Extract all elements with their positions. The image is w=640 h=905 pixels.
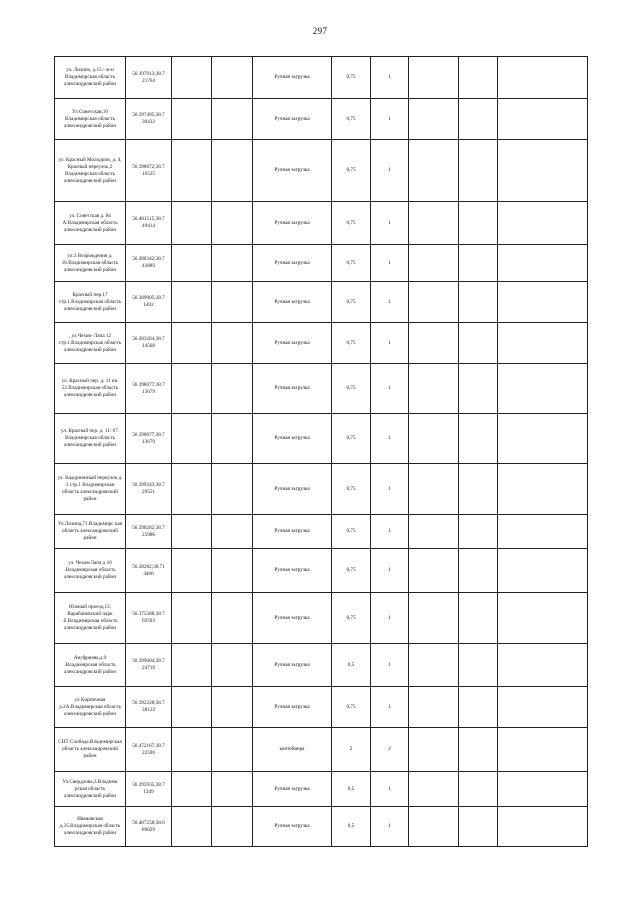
count-cell: 1	[371, 282, 409, 323]
empty-cell	[498, 57, 588, 99]
empty-cell	[409, 57, 459, 99]
empty-cell	[459, 772, 498, 807]
address-cell: Ул.Свердлова,3.Владими рская область александровский район	[55, 772, 126, 807]
empty-cell	[498, 515, 588, 549]
coordinates-cell: 56.407258;38.6 89029	[126, 807, 172, 847]
empty-cell	[459, 364, 498, 414]
coordinates-cell: 56.392228;38.7 38122	[126, 687, 172, 728]
coordinates-cell: 56.398072;38.7 16525	[126, 140, 172, 202]
volume-cell: 0,75	[332, 464, 371, 515]
loading-method-cell: Ручная загрузка	[253, 593, 332, 644]
loading-method-cell: Ручная загрузка	[253, 644, 332, 687]
loading-method-cell: Ручная загрузка	[253, 99, 332, 140]
empty-cell	[459, 687, 498, 728]
volume-cell: 0,75	[332, 549, 371, 593]
coordinates-cell: 56.401515;38.7 49414	[126, 202, 172, 245]
coordinates-cell: 56.398077;38.7 13679	[126, 364, 172, 414]
empty-cell	[459, 464, 498, 515]
empty-cell	[409, 140, 459, 202]
empty-cell	[172, 245, 212, 282]
coordinates-cell: 56.472167;38.7 22596	[126, 728, 172, 772]
empty-cell	[172, 728, 212, 772]
empty-cell	[498, 687, 588, 728]
page-number: 297	[312, 26, 328, 36]
coordinates-cell: 56.383264;38.7 14568	[126, 323, 172, 364]
empty-cell	[409, 644, 459, 687]
loading-method-cell: Ручная загрузка	[253, 245, 332, 282]
empty-cell	[459, 245, 498, 282]
coordinates-cell: 56.375588;38.7 02593	[126, 593, 172, 644]
volume-cell: 0,5	[332, 807, 371, 847]
volume-cell: 0,75	[332, 593, 371, 644]
volume-cell: 0,5	[332, 772, 371, 807]
table-row	[55, 593, 588, 644]
empty-cell	[172, 807, 212, 847]
empty-cell	[498, 807, 588, 847]
count-cell: 1	[371, 140, 409, 202]
empty-cell	[172, 323, 212, 364]
empty-cell	[172, 99, 212, 140]
empty-cell	[212, 414, 253, 464]
empty-cell	[459, 140, 498, 202]
empty-cell	[409, 202, 459, 245]
coordinates-cell: 56.389005;38.7 1402	[126, 282, 172, 323]
empty-cell	[172, 202, 212, 245]
empty-cell	[498, 140, 588, 202]
empty-cell	[212, 772, 253, 807]
address-cell: ул. Лизина, д.15 - м-н Владимирская область александровский район	[55, 57, 126, 99]
empty-cell	[459, 515, 498, 549]
volume-cell: 0,75	[332, 414, 371, 464]
empty-cell	[459, 807, 498, 847]
table-row	[55, 687, 588, 728]
empty-cell	[498, 549, 588, 593]
empty-cell	[172, 464, 212, 515]
table-row	[55, 414, 588, 464]
table-row	[55, 807, 588, 847]
address-cell: Ул.Советская,10 Владимирская область александровский район	[55, 99, 126, 140]
address-cell: ул. Советская д. 84 А.Владимирская область александровский район	[55, 202, 126, 245]
address-cell: , ул.Чехов- Лапа 12 стр.1.Владимирская область александровский район	[55, 323, 126, 364]
address-cell: Южный проезд,15, Карабановский парк .б.Владимирская область александровский район	[55, 593, 126, 644]
empty-cell	[212, 515, 253, 549]
table-row	[55, 515, 588, 549]
count-cell: 1	[371, 245, 409, 282]
coordinates-cell: 56.398077;38.7 13679	[126, 414, 172, 464]
empty-cell	[409, 414, 459, 464]
empty-cell	[459, 57, 498, 99]
address-cell: Ул.Лизина,71.Владимирс кая область александровский район	[55, 515, 126, 549]
address-cell: ул. Чехов-Лапа д 10 .Владимирская область александровский район	[55, 549, 126, 593]
empty-cell	[212, 140, 253, 202]
loading-method-cell: Ручная загрузка	[253, 57, 332, 99]
empty-cell	[459, 282, 498, 323]
empty-cell	[172, 414, 212, 464]
address-cell: ул. Красный Молодкин, д. 4, Красный переулок,2 Владимирская область александровский район	[55, 140, 126, 202]
count-cell: 1	[371, 687, 409, 728]
loading-method-cell: Ручная загрузка	[253, 772, 332, 807]
loading-method-cell: Ручная загрузка	[253, 414, 332, 464]
empty-cell	[212, 549, 253, 593]
loading-method-cell: Ручная загрузка	[253, 464, 332, 515]
coordinates-cell: 56.395935;38.7 1349	[126, 772, 172, 807]
empty-cell	[409, 323, 459, 364]
coordinates-cell: 56.388342;38.7 43889	[126, 245, 172, 282]
table-row	[55, 245, 588, 282]
volume-cell: 0,75	[332, 323, 371, 364]
empty-cell	[212, 323, 253, 364]
empty-cell	[409, 593, 459, 644]
empty-cell	[409, 282, 459, 323]
address-cell: ул. Кадорнинный переулок д. 3 стр.1 Владимирская область александровский район	[55, 464, 126, 515]
empty-cell	[172, 772, 212, 807]
empty-cell	[172, 282, 212, 323]
loading-method-cell: Ручная загрузка	[253, 140, 332, 202]
loading-method-cell: Ручная загрузка	[253, 807, 332, 847]
count-cell: 1	[371, 549, 409, 593]
empty-cell	[212, 282, 253, 323]
count-cell: 1	[371, 464, 409, 515]
empty-cell	[498, 772, 588, 807]
count-cell: 1	[371, 807, 409, 847]
empty-cell	[409, 807, 459, 847]
empty-cell	[172, 687, 212, 728]
coordinates-cell: 56.399004;38.7 24719	[126, 644, 172, 687]
empty-cell	[498, 245, 588, 282]
coordinates-cell: 56.397495;38.7 30432	[126, 99, 172, 140]
loading-method-cell: Ручная загрузка	[253, 323, 332, 364]
table-row	[55, 140, 588, 202]
table-row	[55, 464, 588, 515]
loading-method-cell: Ручная загрузка	[253, 282, 332, 323]
count-cell: 2	[371, 728, 409, 772]
empty-cell	[172, 57, 212, 99]
empty-cell	[459, 593, 498, 644]
count-cell: 1	[371, 644, 409, 687]
empty-cell	[459, 202, 498, 245]
table-row	[55, 202, 588, 245]
volume-cell: 0,75	[332, 364, 371, 414]
table-row	[55, 728, 588, 772]
registry-table	[54, 56, 588, 847]
address-cell: ул. Красный пер. д. 11/ 67. Владимирская область александровский район	[55, 414, 126, 464]
coordinates-cell: 56.397913;38.7 21764	[126, 57, 172, 99]
empty-cell	[459, 99, 498, 140]
volume-cell: 0,75	[332, 99, 371, 140]
empty-cell	[212, 245, 253, 282]
empty-cell	[409, 245, 459, 282]
address-cell: СНТ Слобода.Владимирская область александровский район	[55, 728, 126, 772]
empty-cell	[212, 57, 253, 99]
volume-cell: 0,75	[332, 687, 371, 728]
empty-cell	[498, 323, 588, 364]
address-cell: Ивановская д.35.Владимирская область александровский район	[55, 807, 126, 847]
volume-cell: 0,5	[332, 644, 371, 687]
coordinates-cell: 56.398282;38.7 25986	[126, 515, 172, 549]
empty-cell	[212, 364, 253, 414]
empty-cell	[498, 364, 588, 414]
empty-cell	[498, 464, 588, 515]
loading-method-cell: Ручная загрузка	[253, 364, 332, 414]
empty-cell	[459, 728, 498, 772]
empty-cell	[212, 202, 253, 245]
loading-method-cell: Ручная загрузка	[253, 687, 332, 728]
empty-cell	[172, 515, 212, 549]
empty-cell	[172, 644, 212, 687]
address-cell: Ануфриева,д.9 .Владимирская область александровский район	[55, 644, 126, 687]
empty-cell	[212, 464, 253, 515]
loading-method-cell: Ручная загрузка	[253, 515, 332, 549]
count-cell: 1	[371, 99, 409, 140]
empty-cell	[409, 99, 459, 140]
empty-cell	[172, 549, 212, 593]
loading-method-cell: контейнера	[253, 728, 332, 772]
empty-cell	[498, 593, 588, 644]
empty-cell	[459, 549, 498, 593]
volume-cell: 0,75	[332, 57, 371, 99]
address-cell: ул.3 Возрождения д. 10.Владимирская область александровский район	[55, 245, 126, 282]
volume-cell: 0,75	[332, 140, 371, 202]
empty-cell	[409, 687, 459, 728]
loading-method-cell: Ручная загрузка	[253, 549, 332, 593]
empty-cell	[172, 593, 212, 644]
table-row	[55, 549, 588, 593]
empty-cell	[459, 323, 498, 364]
empty-cell	[172, 364, 212, 414]
table-row	[55, 323, 588, 364]
address-cell: ул Кирпичная д.2А.Владимирская область александровский район	[55, 687, 126, 728]
empty-cell	[409, 364, 459, 414]
volume-cell: 0,75	[332, 515, 371, 549]
count-cell: 1	[371, 323, 409, 364]
empty-cell	[459, 644, 498, 687]
empty-cell	[498, 728, 588, 772]
table-row	[55, 282, 588, 323]
count-cell: 1	[371, 515, 409, 549]
empty-cell	[409, 515, 459, 549]
empty-cell	[498, 414, 588, 464]
count-cell: 1	[371, 414, 409, 464]
table-row	[55, 57, 588, 99]
table-row	[55, 644, 588, 687]
empty-cell	[212, 807, 253, 847]
address-cell: Красный пер.17 стр.1.Владимирская область александровский район	[55, 282, 126, 323]
table-row	[55, 772, 588, 807]
empty-cell	[409, 549, 459, 593]
volume-cell: 0,75	[332, 282, 371, 323]
empty-cell	[498, 202, 588, 245]
address-cell: ул. Красный пер. д. 11 кв. 52.Владимирская область александровский район	[55, 364, 126, 414]
table-row	[55, 99, 588, 140]
empty-cell	[212, 728, 253, 772]
empty-cell	[409, 728, 459, 772]
empty-cell	[498, 644, 588, 687]
count-cell: 1	[371, 772, 409, 807]
empty-cell	[498, 282, 588, 323]
count-cell: 1	[371, 364, 409, 414]
empty-cell	[212, 593, 253, 644]
volume-cell: 0,75	[332, 245, 371, 282]
empty-cell	[212, 99, 253, 140]
volume-cell: 2	[332, 728, 371, 772]
empty-cell	[212, 644, 253, 687]
coordinates-cell: 56.38282;38.71 4406	[126, 549, 172, 593]
count-cell: 1	[371, 57, 409, 99]
empty-cell	[409, 772, 459, 807]
table-row	[55, 364, 588, 414]
empty-cell	[212, 687, 253, 728]
empty-cell	[172, 140, 212, 202]
count-cell: 1	[371, 593, 409, 644]
coordinates-cell: 56.399343;38.7 20551	[126, 464, 172, 515]
empty-cell	[459, 414, 498, 464]
volume-cell: 0,75	[332, 202, 371, 245]
count-cell: 1	[371, 202, 409, 245]
loading-method-cell: Ручная загрузка	[253, 202, 332, 245]
empty-cell	[409, 464, 459, 515]
empty-cell	[498, 99, 588, 140]
